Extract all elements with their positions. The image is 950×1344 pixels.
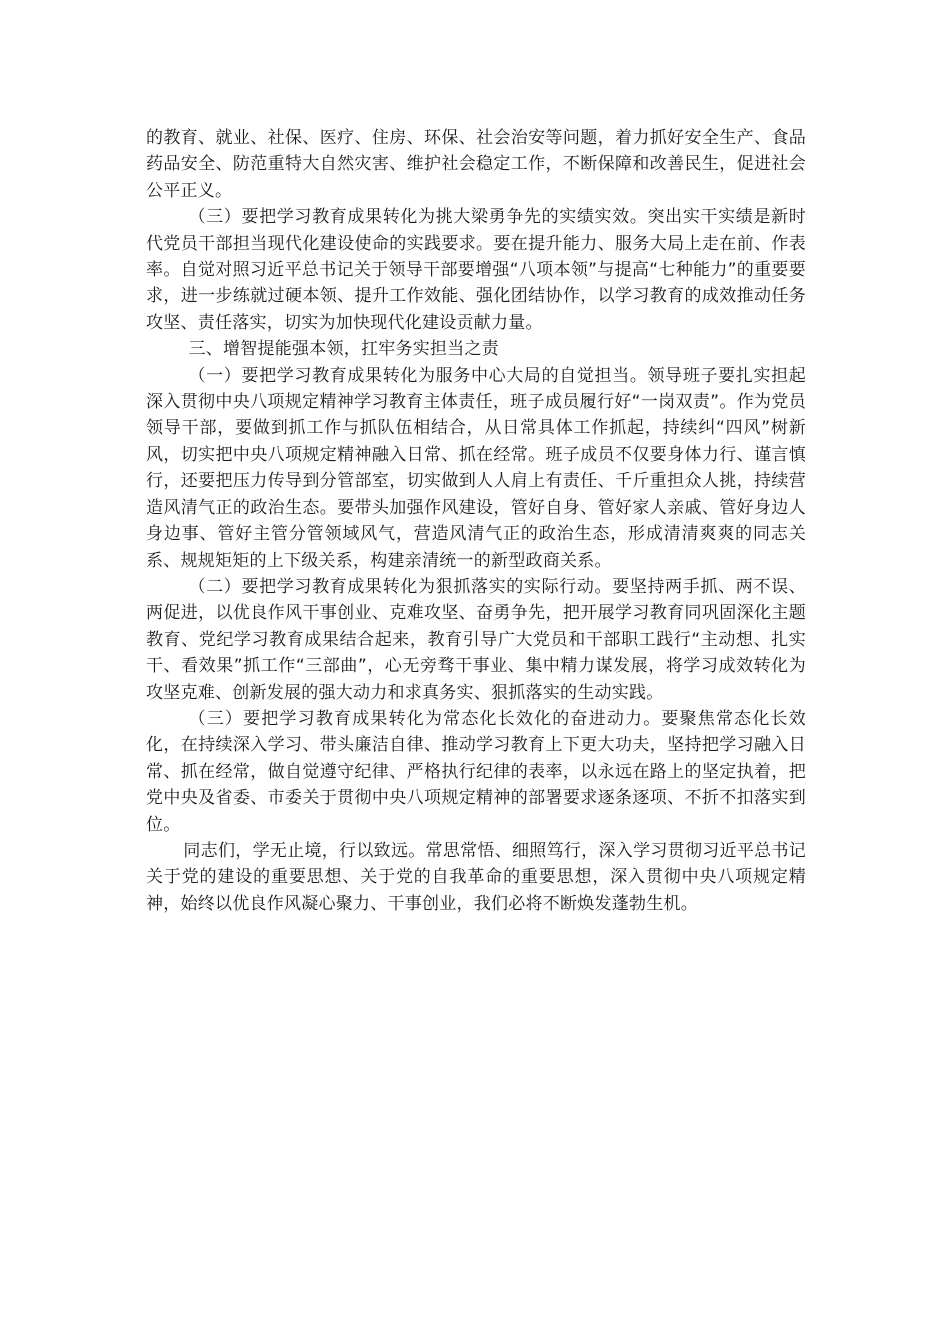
document-body (146, 125, 806, 917)
section-heading-3: 三、增智提能强本领，扛牢务实担当之责 (188, 339, 499, 360)
paragraph-continuation: 的教育、就业、社保、医疗、住房、环保、社会治安等问题，着力抓好安全生产、食品药品安全、防范重特大自然灾害、维护社会稳定工作，不断保障和改善民生，促进社会公平正义。 (146, 128, 806, 201)
paragraph-section-3-item-1: （一）要把学习教育成果转化为服务中心大局的自觉担当。领导班子要扎实担起深入贯彻中央八项规定精神学习教育主体责任，班子成员履行好“一岗双责”。作为党员领导干部，要做到抓工作与抓队伍相结合，从日常具体工作抓起，持续纠“四风”树新风，切实把中央八项规定精神融入日常、抓在经常。班子成员不仅要身体力行、谨言慎行，还要把压力传导到分管部室，切实做到人人肩上有责任、千斤重担众人挑，持续营造风清气正的政治生态。要带头加强作风建设，管好自身、管好家人亲戚、管好身边人身边事、管好主管分管领域风气，营造风清气正的政治生态，形成清清爽爽的同志关系、规规矩矩的上下级关系，构建亲清统一的新型政商关系。 (146, 365, 806, 571)
paragraph-section-3-item-3: （三）要把学习教育成果转化为常态化长效化的奋进动力。要聚焦常态化长效化，在持续深入学习、带头廉洁自律、推动学习教育上下更大功夫，坚持把学习融入日常、抓在经常，做自觉遵守纪律、严格执行纪律的表率，以永远在路上的坚定执着，把党中央及省委、市委关于贯彻中央八项规定精神的部署要求逐条逐项、不折不扣落实到位。 (146, 708, 806, 835)
paragraph-closing: 同志们，学无止境，行以致远。常思常悟、细照笃行，深入学习贯彻习近平总书记关于党的建设的重要思想、关于党的自我革命的重要思想，深入贯彻中央八项规定精神，始终以优良作风凝心聚力、干事创业，我们必将不断焕发蓬勃生机。 (146, 840, 806, 914)
paragraph-section-3-item-2: （二）要把学习教育成果转化为狠抓落实的实际行动。要坚持两手抓、两不误、两促进，以优良作风干事创业、克难攻坚、奋勇争先，把开展学习教育同巩固深化主题教育、党纪学习教育成果结合起来，教育引导广大党员和干部职工践行“主动想、扎实干、看效果”抓工作“三部曲”，心无旁骛干事业、集中精力谋发展，将学习成效转化为攻坚克难、创新发展的强大动力和求真务实、狠抓落实的生动实践。 (146, 576, 806, 703)
paragraph-section-2-item-3: （三）要把学习教育成果转化为挑大梁勇争先的实绩实效。突出实干实绩是新时代党员干部担当现代化建设使命的实践要求。要在提升能力、服务大局上走在前、作表率。自觉对照习近平总书记关于领导干部要增强“八项本领”与提高“七种能力”的重要要求，进一步练就过硬本领、提升工作效能、强化团结协作，以学习教育的成效推动任务攻坚、责任落实，切实为加快现代化建设贡献力量。 (146, 207, 806, 333)
